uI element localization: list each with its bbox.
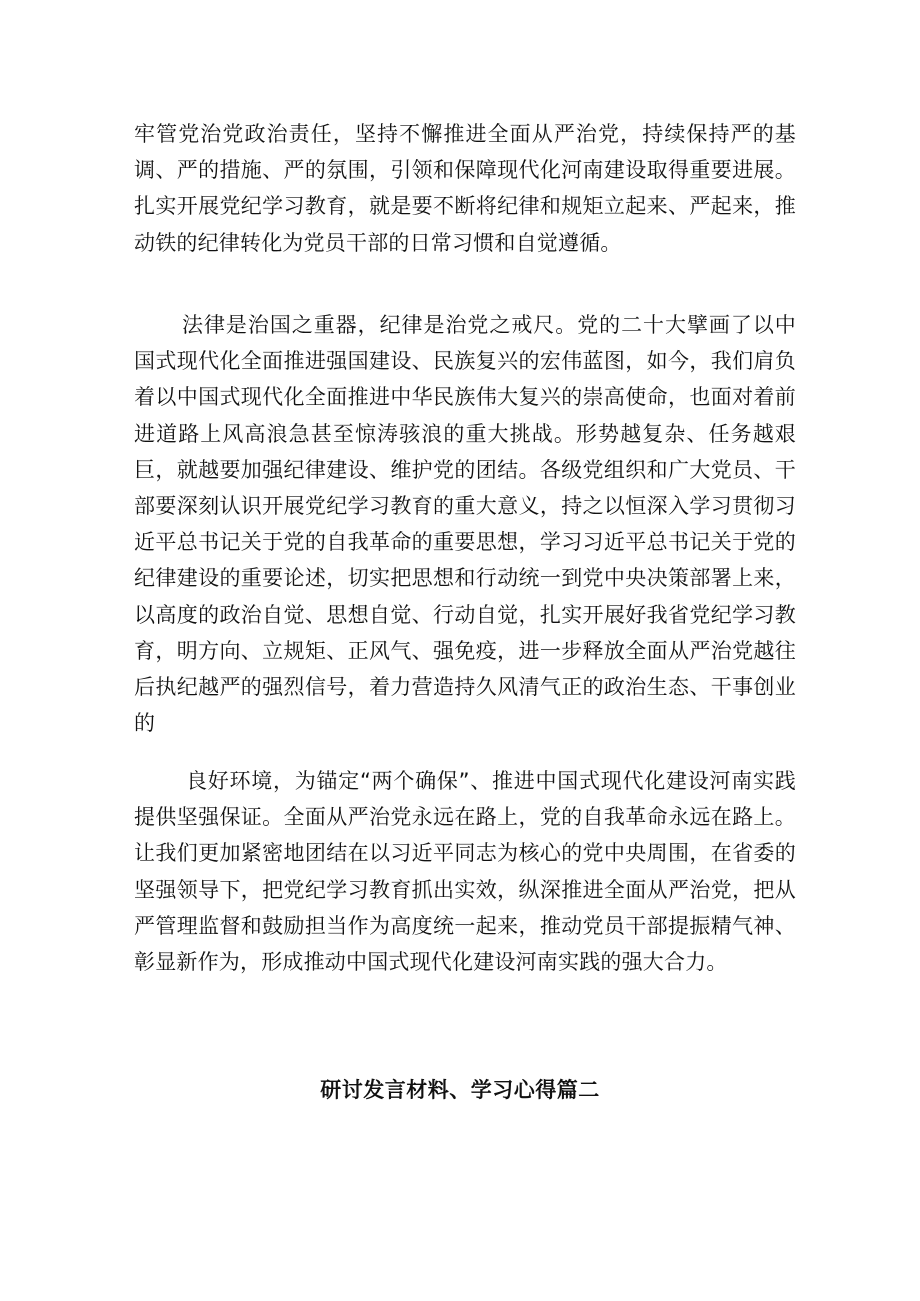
paragraph-3: 良好环境，为锚定“两个确保”、推进中国式现代化建设河南实践提供坚强保证。全面从严治党永远在路上，党的自我革命永远在路上。让我们更加紧密地团结在以习近平同志为核心的党中央周围，在省委的坚强领导下，把党纪学习教育抓出实效，纵深推进全面从严治党，把从严管理监督和鼓励担当作为高度统一起来，推动党员干部提振精气神、彰显新作为，形成推动中国式现代化建设河南实践的强大合力。 — [134, 769, 796, 975]
section-title: 研讨发言材料、学习心得篇二 — [320, 1078, 600, 1102]
paragraph-2: 法律是治国之重器，纪律是治党之戒尺。党的二十大擘画了以中国式现代化全面推进强国建设、民族复兴的宏伟蓝图，如今，我们肩负着以中国式现代化全面推进中华民族伟大复兴的崇高使命，也面对着前进道路上风高浪急甚至惊涛骇浪的重大挑战。形势越复杂、任务越艰巨，就越要加强纪律建设、维护党的团结。各级党组织和广大党员、干部要深刻认识开展党纪学习教育的重大意义，持之以恒深入学习贯彻习近平总书记关于党的自我革命的重要思想，学习习近平总书记关于党的纪律建设的重要论述，切实把思想和行动统一到党中央决策部署上来，以高度的政治自觉、思想自觉、行动自觉，扎实开展好我省党纪学习教育，明方向、立规矩、正风气、强免疫，进一步释放全面从严治党越往后执纪越严的强烈信号，着力营造持久风清气正的政治生态、干事创业的 — [134, 313, 796, 736]
paragraph-1: 牢管党治党政治责任，坚持不懈推进全面从严治党，持续保持严的基调、严的措施、严的氛围，引领和保障现代化河南建设取得重要进展。扎实开展党纪学习教育，就是要不断将纪律和规矩立起来、严起来，推动铁的纪律转化为党员干部的日常习惯和自觉遵循。 — [134, 122, 796, 255]
